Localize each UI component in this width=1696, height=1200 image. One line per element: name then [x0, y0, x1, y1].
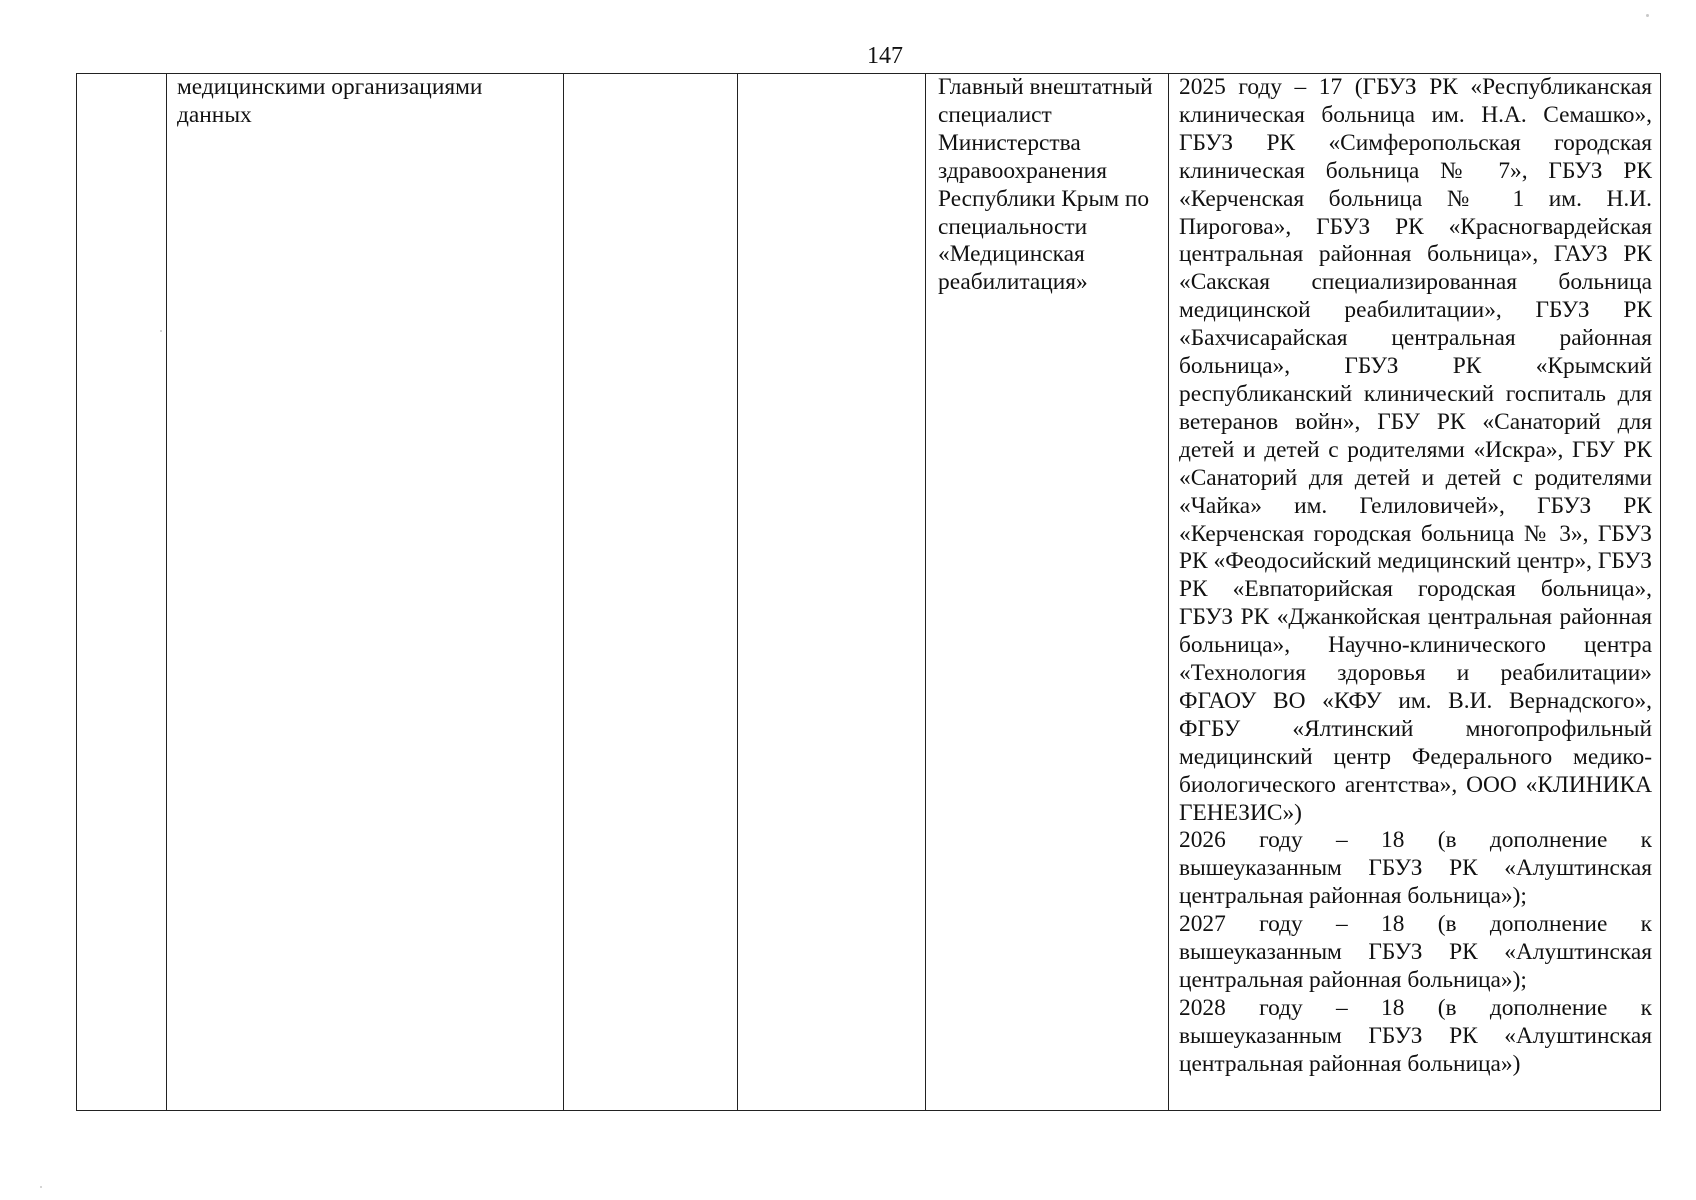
scan-speckle [160, 330, 162, 332]
result-2025: 2025 году – 17 (ГБУЗ РК «Республиканская клиническая больница им. Н.А. Семашко», ГБУЗ РК «Симферопольская городская клиническая больница № 7», ГБУЗ РК «Керченская больница № 1 им. Н.И. Пирогова», ГБУЗ РК «Красногвардейская центральная районная больница», ГАУЗ РК «Сакская специализированная больница медицинской реабилитации», ГБУЗ РК «Бахчисарайская центральная районная больница», ГБУЗ РК «Крымский республиканский клинический госпиталь для ветеранов войн», ГБУ РК «Санаторий для детей и детей с родителями «Искра», ГБУ РК «Санаторий для детей и детей с родителями «Чайка» им. Гелиловичей», ГБУЗ РК «Керченская городская больница № 3», ГБУЗ РК «Феодосийский медицинский центр», ГБУЗ РК «Евпаторийская городская больница», ГБУЗ РК «Джанкойская центральная районная больница», Научно-клинического центра «Технология здоровья и реабилитации» ФГАОУ ВО «КФУ им. В.И. Вернадского», ФГБУ «Ялтинский многопрофильный медицинский центр Федерального медико-биологического агентства», ООО «КЛИНИКА ГЕНЕЗИС») [1179, 74, 1652, 826]
event-name-text: медицинскими организациями данных [177, 74, 483, 128]
cell-responsible [926, 74, 1169, 1111]
page-number: 147 [867, 43, 903, 69]
responsible-text: Главный внештатный специалист Министерства здравоохранения Республики Крым по специальности «Медицинская реабилитация» [938, 74, 1153, 296]
result-2026: 2026 году – 18 (в дополнение к вышеуказанным ГБУЗ РК «Алуштинская центральная районная больница»); [1179, 827, 1652, 910]
scan-speckle [1646, 14, 1649, 17]
cell-result [1169, 74, 1661, 1111]
cell-empty-3 [564, 74, 738, 1111]
table-row [77, 74, 1661, 1111]
cell-number [77, 74, 167, 1111]
document-table [76, 73, 1661, 1111]
cell-empty-4 [738, 74, 926, 1111]
result-2027: 2027 году – 18 (в дополнение к вышеуказанным ГБУЗ РК «Алуштинская центральная районная больница»); [1179, 911, 1652, 993]
result-2028: 2028 году – 18 (в дополнение к вышеуказанным ГБУЗ РК «Алуштинская центральная районная больница») [1179, 994, 1652, 1077]
scan-speckle [40, 1186, 42, 1188]
cell-event-name [167, 74, 564, 1111]
